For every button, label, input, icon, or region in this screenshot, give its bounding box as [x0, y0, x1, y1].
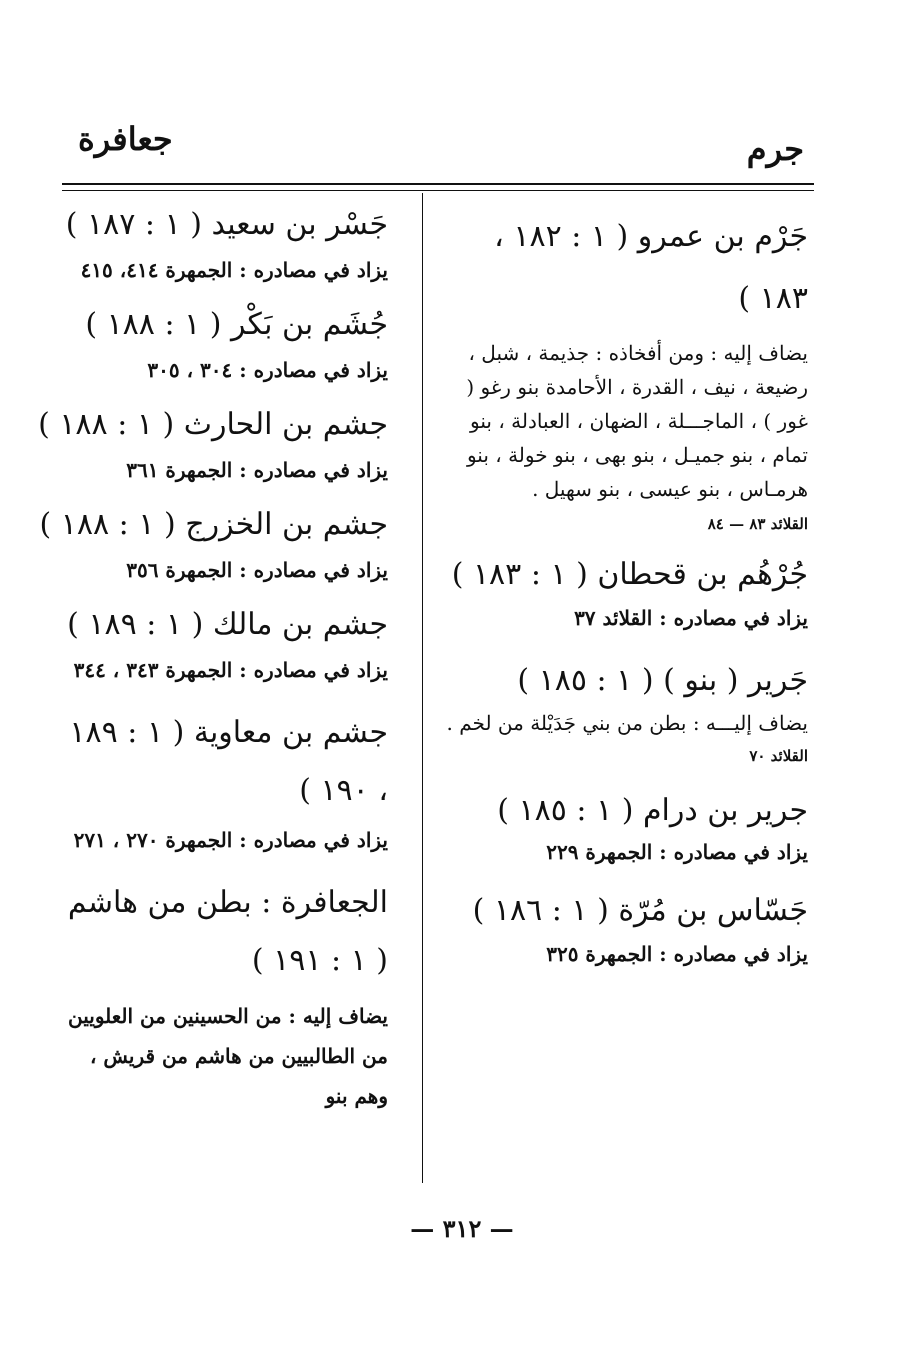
- entry-note: يزاد في مصادره : ٣٠٤ ، ٣٠٥: [147, 358, 388, 382]
- entry-title: جُشَم بن بَكْر ( ١ : ١٨٨ ): [85, 307, 388, 342]
- entry-jusham-bin-muawiya: [66, 704, 388, 856]
- entry-title: جشم بن مالك ( ١ : ١٨٩ ): [67, 607, 388, 642]
- entry-title: جَرْم بن عمرو ( ١ : ١٨٢ ، ١٨٣ ): [494, 219, 808, 316]
- left-column: [38, 200, 388, 1116]
- running-header-left: جعافرة: [78, 120, 173, 158]
- header-rule-thick: [62, 183, 814, 185]
- entry-jarir-bin-darim: [438, 790, 808, 868]
- entry-title: جَسْر بن سعيد ( ١ : ١٨٧ ): [65, 207, 388, 242]
- entry-body: يضاف إليه : من الحسينين من العلويين من الطالبيين من هاشم من قريش ، وهم بنو: [68, 1004, 388, 1108]
- entry-title: جرير بن درام ( ١ : ١٨٥ ): [497, 793, 808, 828]
- entry-jurhum: [438, 554, 808, 634]
- right-column: [438, 200, 808, 970]
- entry-note: يزاد في مصادره : الجمهرة ٣٦١: [126, 458, 388, 482]
- entry-jusham-bin-harith: [38, 404, 388, 486]
- entry-jaafira: [66, 874, 388, 1116]
- entry-jarir-banu: [438, 660, 808, 768]
- entry-title: جُرْهُم بن قحطان ( ١ : ١٨٣ ): [451, 557, 808, 592]
- entry-note: يزاد في مصادره : القلائد ٣٧: [574, 606, 808, 630]
- entry-title: الجعافرة : بطن من هاشم ( ١ : ١٩١ ): [67, 885, 388, 978]
- column-divider: [422, 193, 423, 1183]
- entry-title: جشم بن معاوية ( ١ : ١٨٩ ، ١٩٠ ): [69, 715, 388, 808]
- entry-jusham-bin-malik: [66, 604, 388, 686]
- running-header-right: جرم: [746, 130, 804, 168]
- entry-note: يزاد في مصادره : الجمهرة ٣٤٣ ، ٣٤٤: [73, 658, 388, 682]
- entry-note: يزاد في مصادره : الجمهرة ٣٥٦: [126, 558, 388, 582]
- entry-jusham-bin-bakr: [66, 304, 388, 386]
- entry-jusham-bin-khazraj: [39, 504, 388, 586]
- entry-jasr: [66, 204, 388, 286]
- page-number: — ٣١٢ —: [410, 1214, 514, 1243]
- entry-jassas: [438, 890, 808, 970]
- entry-reference: القلائد ٨٣ — ٨٤: [707, 515, 808, 533]
- entry-title: جَسّاس بن مُرّة ( ١ : ١٨٦ ): [472, 893, 808, 928]
- entry-title: جشم بن الحارث ( ١ : ١٨٨ ): [38, 407, 388, 442]
- entry-body: يضاف إليه : ومن أفخاذه : جذيمة ، شبل ، رضيعة ، نيف ، القدرة ، الأحامدة بنو رغو ( غور ) ، الماجـــلة ، الضهان ، العبادلة ، بنو تمام ، بنو جميـل ، بنو بهى ، بنو خولة ، بنو هرمـاس ، بنو عيسى ، بنو سهيل .: [466, 341, 808, 501]
- entry-note: يزاد في مصادره : الجمهرة ٣٢٥: [546, 942, 808, 966]
- entry-title: جشم بن الخزرج ( ١ : ١٨٨ ): [39, 507, 388, 542]
- entry-note: يزاد في مصادره : الجمهرة ٢٢٩: [546, 840, 808, 864]
- entry-reference: القلائد ٧٠: [749, 747, 808, 765]
- entry-body: يضاف إليـــه : بطن من بني جَدَيْلة من لخم .: [446, 711, 808, 735]
- entry-note: يزاد في مصادره : الجمهرة ٤١٤، ٤١٥: [80, 258, 388, 282]
- entry-title: جَرير ( بنو ) ( ١ : ١٨٥ ): [517, 663, 808, 698]
- entry-note: يزاد في مصادره : الجمهرة ٢٧٠ ، ٢٧١: [73, 828, 388, 852]
- entry-jarm-bin-amr: [438, 206, 808, 536]
- header-rule-thin: [62, 190, 814, 191]
